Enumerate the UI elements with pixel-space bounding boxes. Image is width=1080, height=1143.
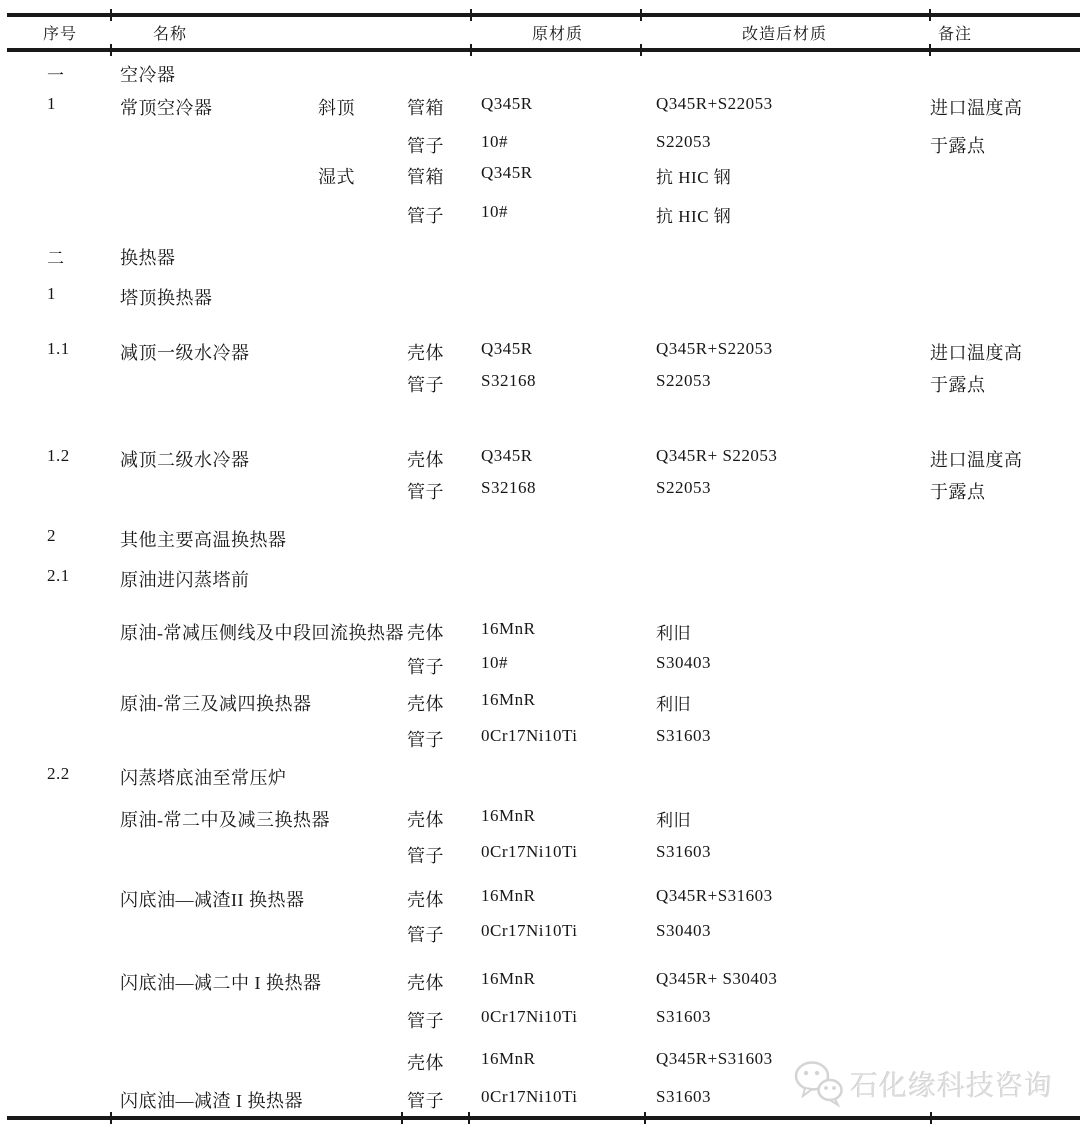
cell-new-material: S22053 — [656, 478, 711, 497]
column-tick — [468, 1112, 470, 1124]
cell-part: 壳体 — [407, 1053, 444, 1073]
cell-new-material: Q345R+S22053 — [656, 339, 773, 358]
cell-note: 于露点 — [930, 136, 986, 156]
table-row — [0, 244, 1080, 266]
watermark — [793, 1060, 1053, 1108]
cell-original-material: 0Cr17Ni10Ti — [481, 1087, 578, 1106]
column-tick — [110, 9, 112, 21]
cell-name: 空冷器 — [120, 65, 176, 85]
cell-original-material: 0Cr17Ni10Ti — [481, 842, 578, 861]
cell-name: 塔顶换热器 — [120, 288, 213, 308]
column-tick — [640, 44, 642, 56]
table-row — [0, 202, 1080, 224]
cell-original-material: 16MnR — [481, 1049, 536, 1068]
table-row — [0, 61, 1080, 83]
cell-original-material: Q345R — [481, 163, 533, 182]
table-row — [0, 886, 1080, 908]
cell-new-material: S22053 — [656, 132, 711, 151]
cell-part: 管箱 — [407, 98, 444, 118]
cell-note: 于露点 — [930, 482, 986, 502]
table-row — [0, 806, 1080, 828]
table-row — [0, 653, 1080, 675]
cell-original-material: 10# — [481, 653, 508, 672]
cell-new-material: S31603 — [656, 1007, 711, 1026]
cell-part: 壳体 — [407, 343, 444, 363]
cell-new-material: 利旧 — [656, 624, 691, 643]
cell-position: 湿式 — [318, 167, 355, 187]
header-original-material: 原材质 — [532, 26, 584, 43]
table-row — [0, 94, 1080, 116]
table-row — [0, 446, 1080, 468]
cell-name: 原油-常二中及减三换热器 — [120, 810, 330, 830]
cell-note: 进口温度高 — [930, 450, 1023, 470]
cell-seq: 2.1 — [47, 566, 70, 585]
cell-seq: 1 — [47, 284, 56, 303]
cell-original-material: 16MnR — [481, 619, 536, 638]
cell-name: 原油-常减压侧线及中段回流换热器 — [120, 623, 404, 643]
table-row — [0, 132, 1080, 154]
cell-name: 原油进闪蒸塔前 — [120, 570, 250, 590]
cell-name: 常顶空冷器 — [120, 98, 213, 118]
wechat-icon — [793, 1060, 845, 1108]
cell-original-material: 10# — [481, 202, 508, 221]
cell-original-material: 16MnR — [481, 690, 536, 709]
cell-name: 原油-常三及减四换热器 — [120, 694, 312, 714]
cell-original-material: 16MnR — [481, 969, 536, 988]
cell-part: 壳体 — [407, 450, 444, 470]
cell-new-material: Q345R+S31603 — [656, 1049, 773, 1068]
cell-seq: 1 — [47, 94, 56, 113]
cell-part: 管子 — [407, 1011, 444, 1031]
cell-new-material: Q345R+ S22053 — [656, 446, 778, 465]
table-row — [0, 726, 1080, 748]
cell-part: 管子 — [407, 375, 444, 395]
cell-new-material: S31603 — [656, 726, 711, 745]
cell-seq: 2 — [47, 526, 56, 545]
table-row — [0, 921, 1080, 943]
cell-original-material: 0Cr17Ni10Ti — [481, 921, 578, 940]
cell-part: 管子 — [407, 206, 444, 226]
column-tick — [929, 9, 931, 21]
cell-new-material: 抗 HIC 钢 — [656, 168, 732, 187]
table-row — [0, 339, 1080, 361]
cell-new-material: S31603 — [656, 1087, 711, 1106]
cell-original-material: 0Cr17Ni10Ti — [481, 1007, 578, 1026]
cell-name: 闪底油—减二中 I 换热器 — [120, 973, 322, 993]
cell-part: 壳体 — [407, 694, 444, 714]
cell-new-material: Q345R+S22053 — [656, 94, 773, 113]
table-row — [0, 969, 1080, 991]
table-row — [0, 690, 1080, 712]
cell-original-material: S32168 — [481, 371, 536, 390]
cell-new-material: 利旧 — [656, 811, 691, 830]
cell-position: 斜顶 — [318, 98, 355, 118]
header-seq: 序号 — [43, 26, 78, 43]
column-tick — [401, 1112, 403, 1124]
cell-name: 换热器 — [120, 248, 176, 268]
table-top-border — [7, 13, 1080, 17]
table-row — [0, 371, 1080, 393]
cell-new-material: Q345R+ S30403 — [656, 969, 778, 988]
cell-new-material: Q345R+S31603 — [656, 886, 773, 905]
table-row — [0, 526, 1080, 548]
cell-name: 减顶一级水冷器 — [120, 343, 250, 363]
cell-part: 管子 — [407, 657, 444, 677]
cell-part: 管子 — [407, 925, 444, 945]
table-row — [0, 284, 1080, 306]
header-note: 备注 — [938, 26, 973, 43]
cell-part: 壳体 — [407, 623, 444, 643]
cell-name: 减顶二级水冷器 — [120, 450, 250, 470]
cell-original-material: 16MnR — [481, 886, 536, 905]
table-row — [0, 1007, 1080, 1029]
header-new-material: 改造后材质 — [742, 26, 828, 43]
cell-seq: 2.2 — [47, 764, 70, 783]
cell-new-material: S31603 — [656, 842, 711, 861]
table-row — [0, 478, 1080, 500]
cell-original-material: 10# — [481, 132, 508, 151]
cell-seq: 一 — [47, 66, 65, 85]
table-row — [0, 842, 1080, 864]
column-tick — [470, 44, 472, 56]
column-tick — [110, 1112, 112, 1124]
table-row — [0, 566, 1080, 588]
cell-original-material: Q345R — [481, 94, 533, 113]
table-row — [0, 163, 1080, 185]
watermark-text: 石化缘科技咨询 — [850, 1071, 1054, 1102]
cell-new-material: 抗 HIC 钢 — [656, 207, 732, 226]
cell-note: 于露点 — [930, 375, 986, 395]
cell-part: 壳体 — [407, 810, 444, 830]
cell-part: 壳体 — [407, 890, 444, 910]
cell-original-material: 0Cr17Ni10Ti — [481, 726, 578, 745]
cell-part: 管子 — [407, 136, 444, 156]
table-row — [0, 619, 1080, 641]
header-name: 名称 — [153, 26, 188, 43]
cell-seq: 1.1 — [47, 339, 70, 358]
cell-name: 其他主要高温换热器 — [120, 530, 287, 550]
cell-part: 壳体 — [407, 973, 444, 993]
column-tick — [110, 44, 112, 56]
cell-original-material: Q345R — [481, 339, 533, 358]
column-tick — [470, 9, 472, 21]
cell-name: 闪底油—减渣 I 换热器 — [120, 1091, 303, 1111]
cell-name: 闪底油—减渣II 换热器 — [120, 890, 305, 910]
cell-original-material: S32168 — [481, 478, 536, 497]
cell-part: 管子 — [407, 846, 444, 866]
cell-part: 管子 — [407, 1091, 444, 1111]
table-bottom-border — [7, 1116, 1080, 1120]
cell-new-material: 利旧 — [656, 695, 691, 714]
cell-part: 管子 — [407, 482, 444, 502]
column-tick — [644, 1112, 646, 1124]
cell-part: 管子 — [407, 730, 444, 750]
cell-new-material: S30403 — [656, 921, 711, 940]
column-tick — [930, 1112, 932, 1124]
column-tick — [929, 44, 931, 56]
cell-seq: 二 — [47, 249, 65, 268]
cell-name: 闪蒸塔底油至常压炉 — [120, 768, 287, 788]
column-tick — [640, 9, 642, 21]
cell-part: 管箱 — [407, 167, 444, 187]
cell-new-material: S22053 — [656, 371, 711, 390]
cell-note: 进口温度高 — [930, 343, 1023, 363]
table-row — [0, 764, 1080, 786]
cell-note: 进口温度高 — [930, 98, 1023, 118]
cell-seq: 1.2 — [47, 446, 70, 465]
cell-new-material: S30403 — [656, 653, 711, 672]
header-bottom-border — [7, 48, 1080, 52]
cell-original-material: 16MnR — [481, 806, 536, 825]
cell-original-material: Q345R — [481, 446, 533, 465]
